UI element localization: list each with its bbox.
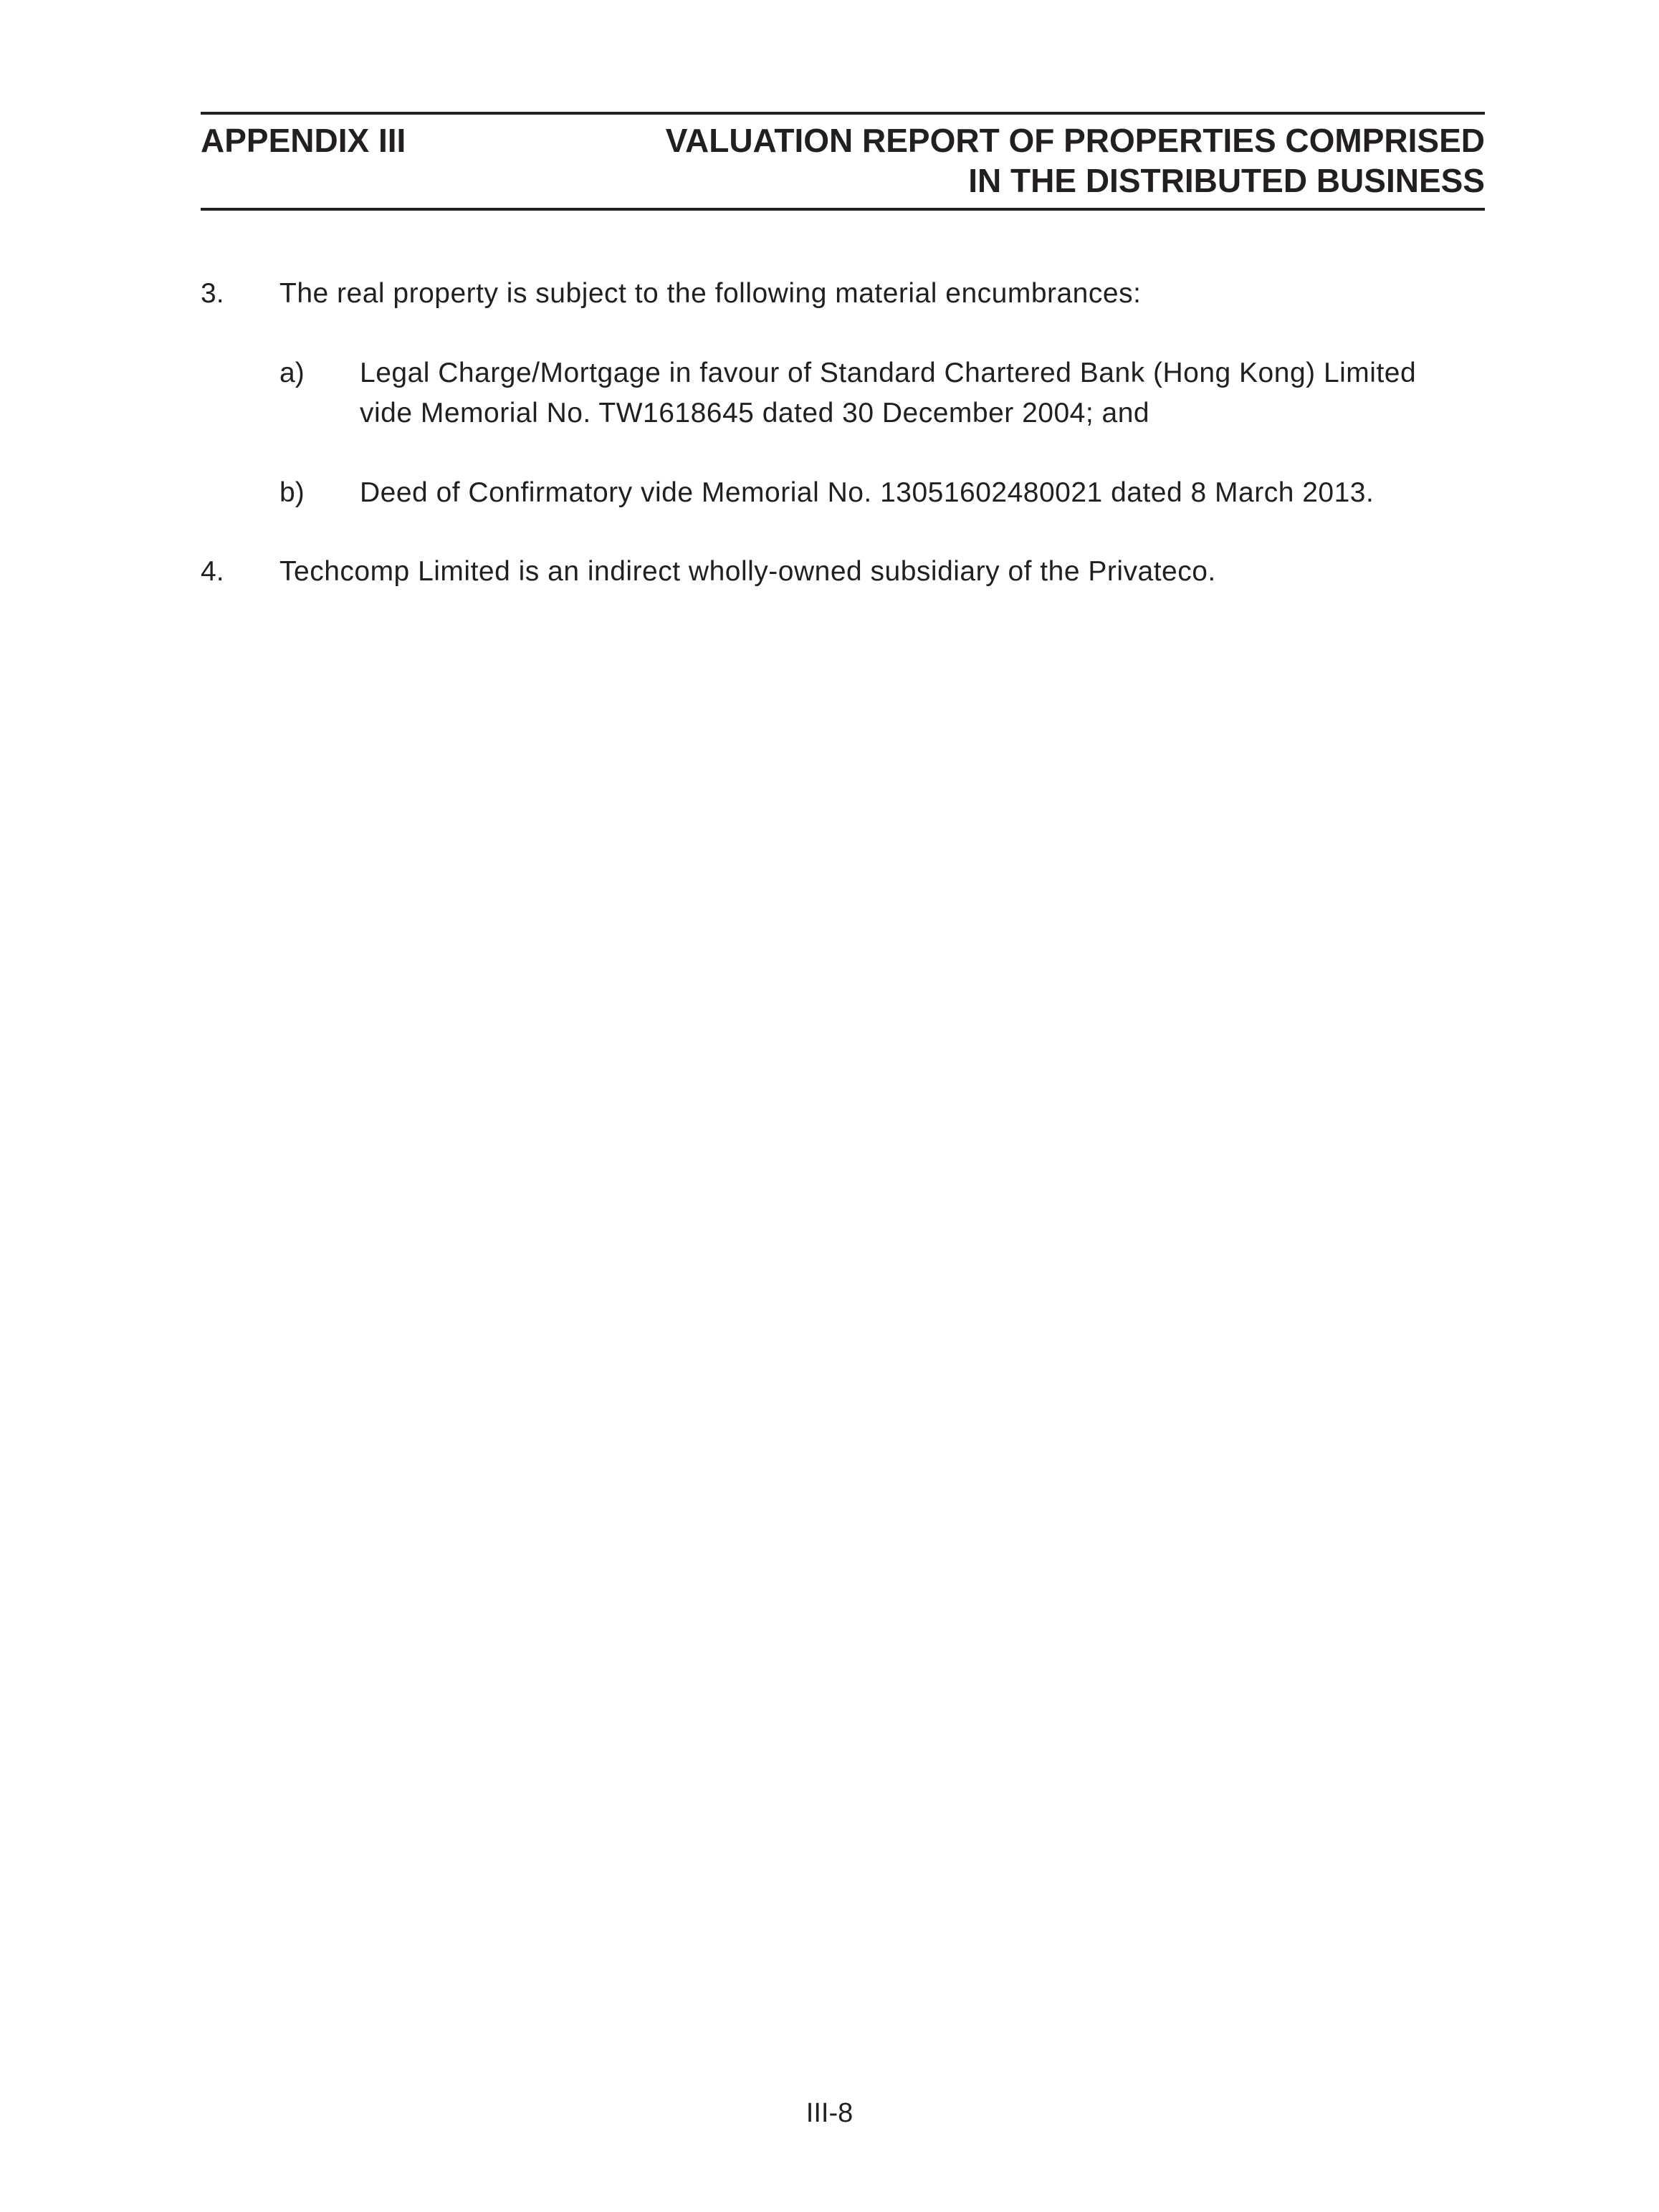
subitem-a-label: a) [279, 358, 305, 388]
item-4-text: Techcomp Limited is an indirect wholly-owned subsidiary of the Privateco. [279, 556, 1216, 587]
header-title-line2: IN THE DISTRIBUTED BUSINESS [968, 162, 1485, 199]
appendix-label: APPENDIX III [201, 122, 406, 159]
item-3-number: 3. [201, 278, 224, 309]
header-bottom-rule [201, 208, 1485, 211]
header-title-line1: VALUATION REPORT OF PROPERTIES COMPRISED [665, 122, 1485, 159]
subitem-b-label: b) [279, 477, 305, 508]
header-top-rule [201, 112, 1485, 115]
subitem-a-line2: vide Memorial No. TW1618645 dated 30 December 2004; and [360, 398, 1150, 428]
header-title [666, 120, 1485, 201]
page-number: III-8 [805, 2098, 854, 2128]
subitem-b-line1: Deed of Confirmatory vide Memorial No. 13051602480021 dated 8 March 2013. [360, 477, 1374, 508]
subitem-a-line1: Legal Charge/Mortgage in favour of Standard Chartered Bank (Hong Kong) Limited [360, 358, 1417, 388]
item-4-number: 4. [201, 556, 224, 587]
item-3-text: The real property is subject to the following material encumbrances: [279, 278, 1142, 309]
